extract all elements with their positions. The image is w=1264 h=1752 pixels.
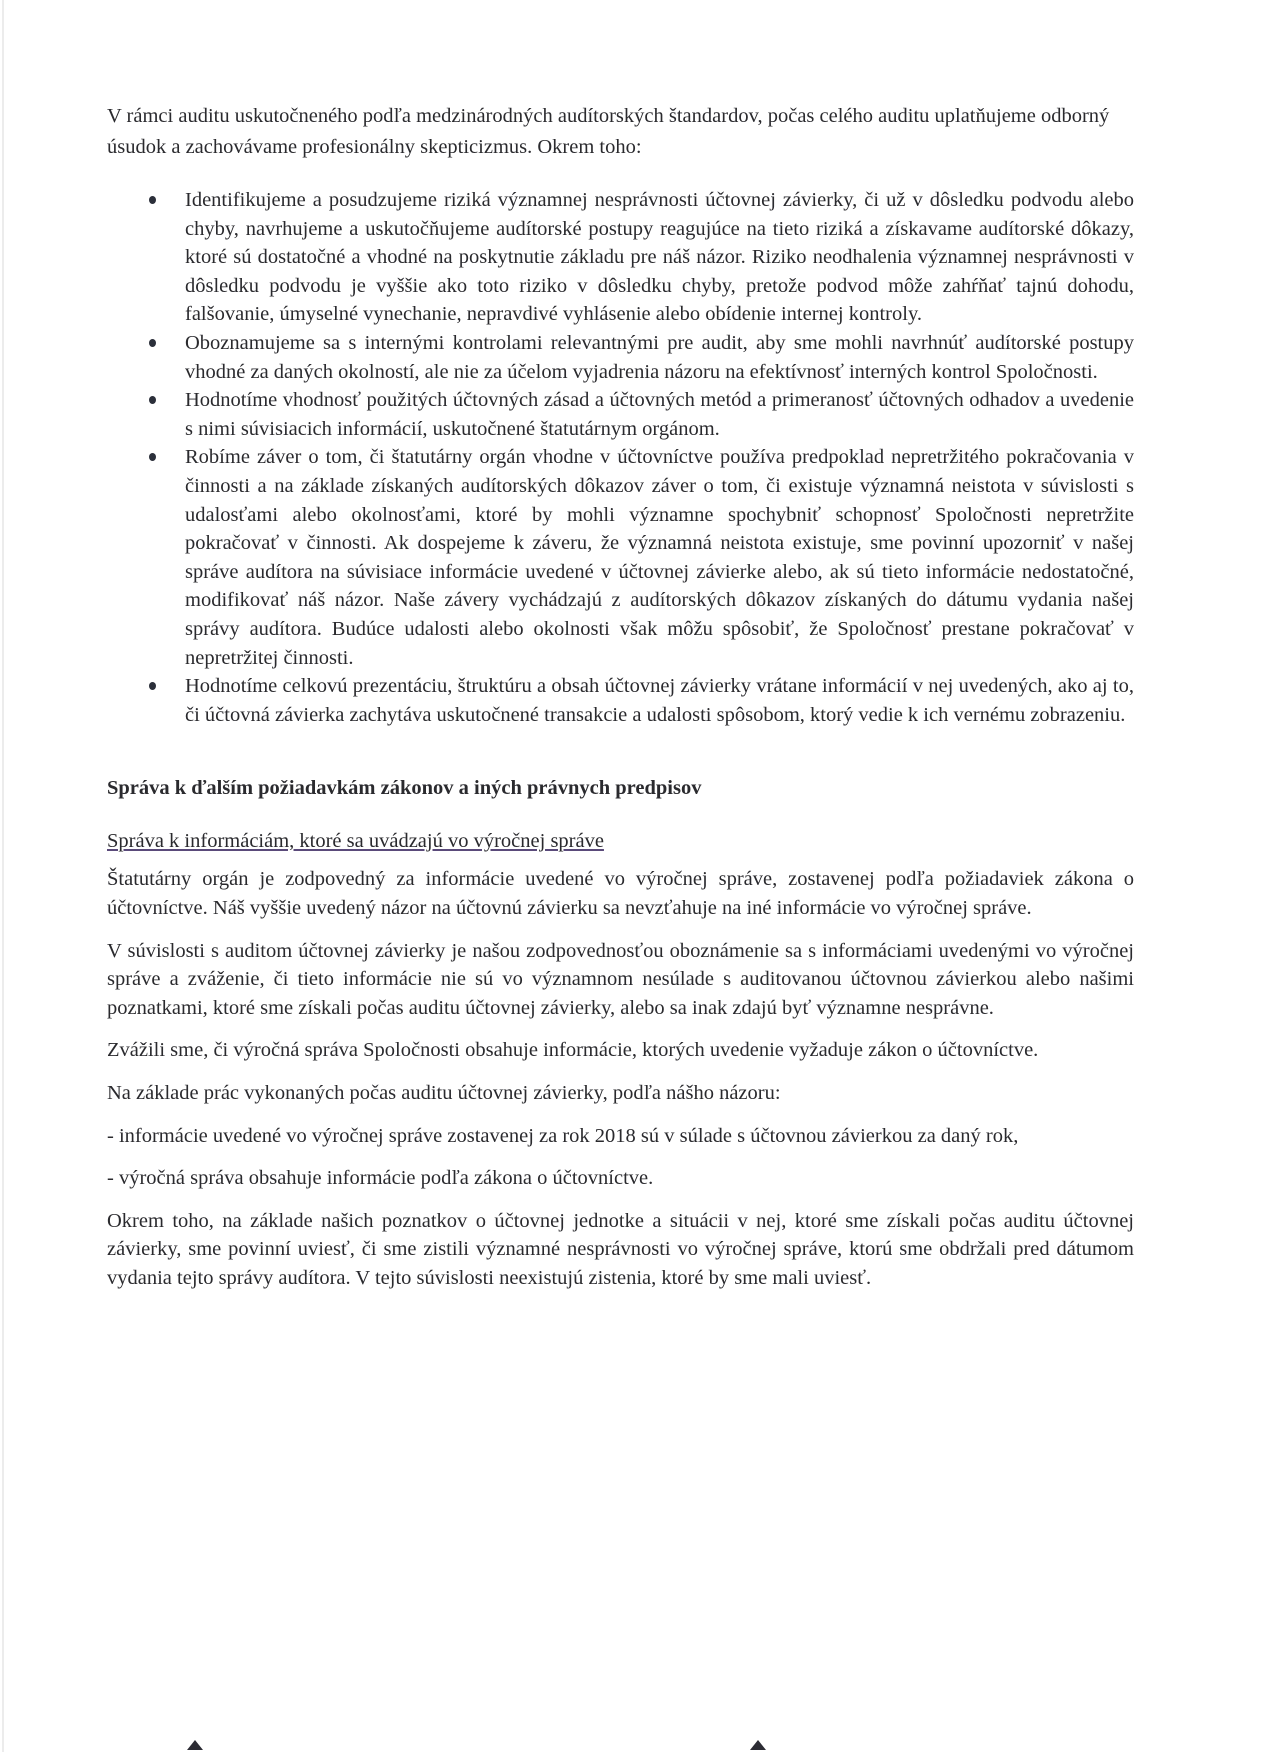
audit-procedures-list — [107, 186, 1134, 729]
paragraph: V súvislosti s auditom účtovnej závierky je našou zodpovednosťou oboznámenie sa s informáciami uvedenými vo výročnej správe a zváženie, či tieto informácie nie sú vo významnom nesúlade s auditovanou účtovnou závierkou alebo našimi poznatkami, ktoré sme získali počas auditu účtovnej závierky, alebo sa inak zdajú byť významne nesprávne. — [107, 939, 1134, 1019]
dash-list-item: - informácie uvedené vo výročnej správe zostavenej za rok 2018 sú v súlade s účtovnou závierkou za daný rok, — [107, 1124, 1019, 1147]
list-item — [107, 443, 1134, 672]
list-item — [107, 186, 1134, 329]
section-heading: Správa k ďalším požiadavkám zákonov a iných právnych predpisov — [107, 777, 702, 800]
sub-heading: Správa k informáciám, ktoré sa uvádzajú vo výročnej správe — [107, 829, 604, 852]
document-body — [107, 101, 1134, 1293]
scan-marker-icon — [750, 1740, 766, 1750]
closing-paragraph: Okrem toho, na základe našich poznatkov o účtovnej jednotke a situácii v nej, ktoré sme získali počas auditu účtovnej závierky, sme povinní uviesť, či sme zistili významné nesprávnosti vo výročnej správe, ktorú sme obdržali pred dátumom vydania tejto správy audítora. V tejto súvislosti neexistujú zistenia, ktoré by sme mali uviesť. — [107, 1209, 1134, 1289]
list-item-text: Identifikujeme a posudzujeme riziká významnej nesprávnosti účtovnej závierky, či už v dôsledku podvodu alebo chyby, navrhujeme a uskutočňujeme audítorské postupy reagujúce na tieto riziká a získavame audítorské dôkazy, ktoré sú dostatočné a vhodné na poskytnutie základu pre náš názor. Riziko neodhalenia významnej nesprávnosti v dôsledku podvodu je vyššie ako toto riziko v dôsledku chyby, pretože podvod môže zahŕňať tajnú dohodu, falšovanie, úmyselné vynechanie, nepravdivé vyhlásenie alebo obídenie internej kontroly. — [185, 189, 1134, 326]
bullet-icon — [149, 396, 156, 404]
paragraph: Štatutárny orgán je zodpovedný za informácie uvedené vo výročnej správe, zostavenej podľa požiadaviek zákona o účtovníctve. Náš vyššie uvedený názor na účtovnú závierku sa nevzťahuje na iné informácie vo výročnej správe. — [107, 868, 1134, 920]
bullet-icon — [149, 682, 156, 690]
list-item-text: Robíme záver o tom, či štatutárny orgán vhodne v účtovníctve používa predpoklad nepretržitého pokračovania v činnosti a na základe získaných audítorských dôkazov záver o tom, či existuje významná neistota v súvislosti s udalosťami alebo okolnosťami, ktoré by mohli významne spochybniť schopnosť Spoločnosti nepretržite pokračovať v činnosti. Ak dospejeme k záveru, že významná neistota existuje, sme povinní upozorniť v našej správe audítora na súvisiace informácie uvedené v účtovnej závierke alebo, ak sú tieto informácie nedostatočné, modifikovať náš názor. Naše závery vychádzajú z audítorských dôkazov získaných do dátumu vydania našej správy audítora. Budúce udalosti alebo okolnosti však môžu spôsobiť, že Spoločnosť prestane pokračovať v nepretržitej činnosti. — [185, 446, 1134, 669]
list-item — [107, 329, 1134, 386]
bullet-icon — [149, 453, 156, 461]
intro-paragraph: V rámci auditu uskutočneného podľa medzinárodných audítorských štandardov, počas celého auditu uplatňujeme odborný úsudok a zachovávame profesionálny skepticizmus. Okrem toho: — [107, 105, 1110, 158]
paragraph: Na základe prác vykonaných počas auditu účtovnej závierky, podľa nášho názoru: — [107, 1082, 781, 1105]
list-item-text: Hodnotíme celkovú prezentáciu, štruktúru a obsah účtovnej závierky vrátane informácií v nej uvedených, ako aj to, či účtovná závierka zachytáva uskutočnené transakcie a udalosti spôsobom, ktorý vedie k ich vernému zobrazeniu. — [185, 675, 1134, 726]
bullet-icon — [149, 339, 156, 347]
list-item — [107, 386, 1134, 443]
list-item — [107, 672, 1134, 729]
list-item-text: Hodnotíme vhodnosť použitých účtovných zásad a účtovných metód a primeranosť účtovných odhadov a uvedenie s nimi súvisiacich informácií, uskutočnené štatutárnym orgánom. — [185, 389, 1134, 440]
bullet-icon — [149, 196, 156, 204]
dash-list-item: - výročná správa obsahuje informácie podľa zákona o účtovníctve. — [107, 1167, 654, 1190]
scan-marker-icon — [187, 1740, 203, 1750]
scan-edge — [2, 0, 4, 1752]
paragraph: Zvážili sme, či výročná správa Spoločnosti obsahuje informácie, ktorých uvedenie vyžaduje zákon o účtovníctve. — [107, 1039, 1039, 1062]
list-item-text: Oboznamujeme sa s internými kontrolami relevantnými pre audit, aby sme mohli navrhnúť audítorské postupy vhodné za daných okolností, ale nie za účelom vyjadrenia názoru na efektívnosť interných kontrol Spoločnosti. — [185, 331, 1134, 383]
